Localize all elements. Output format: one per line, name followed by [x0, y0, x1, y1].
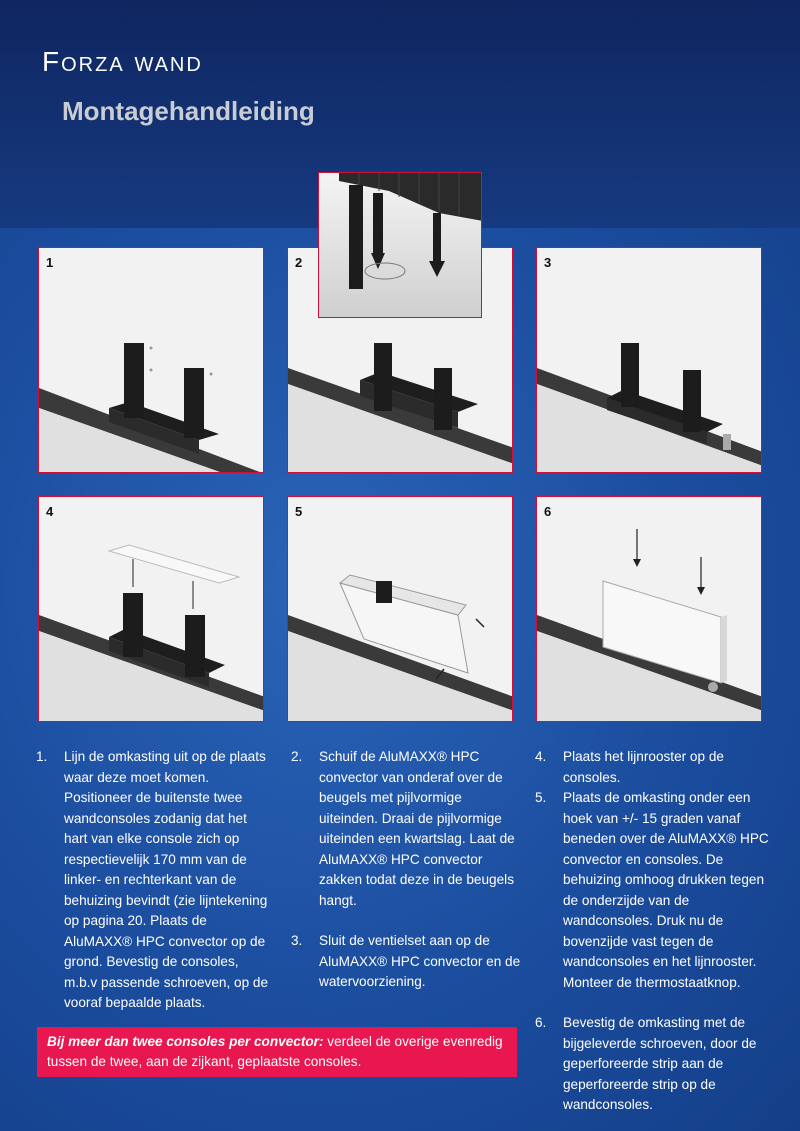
- instruction-item: 3. Sluit de ventielset aan op de AluMAXX® HPC convector en de watervoorziening.: [291, 933, 521, 989]
- page-subtitle: Montagehandleiding: [62, 96, 315, 126]
- instruction-item: 1. Lijn de omkasting uit op de plaats waar deze moet komen. Positioneer de buitenste twee wandconsoles zodanig dat het hart van elke console zich op respectievelijk 170 mm van de linker- en rechterkant van de behuizing bevindt (zie lijntekening op pagina 20. Plaats de AluMAXX® HPC convector op de grond. Bevestig de consoles, m.b.v passende schroeven, op de vooraf bepaalde plaats.: [36, 749, 269, 1010]
- instructions-column-1: [36, 747, 272, 1014]
- instruction-item: 5. Plaats de omkasting onder een hoek van +/- 15 graden vanaf beneden over de AluMAXX® HPC convector en consoles. De behuizing omhoog drukken tegen de onderzijde van de wandconsoles. Druk nu de bovenzijde vast tegen de wandconsoles en het lijnrooster. Monteer de thermostaatknop.: [535, 790, 769, 990]
- note-box: [37, 1027, 517, 1077]
- instructions-column-2: [291, 747, 521, 993]
- instruction-item: 4. Plaats het lijnrooster op de consoles.: [535, 749, 724, 785]
- detail-inset-image: [318, 172, 482, 318]
- step-panel-1: [38, 247, 264, 473]
- step-number: 5: [295, 504, 303, 519]
- step-number: 2: [295, 255, 303, 270]
- instruction-item: 2. Schuif de AluMAXX® HPC convector van onderaf over de beugels met pijlvormige uiteinden. Draai de pijlvormige uiteinden een kwartslag. Laat de AluMAXX® HPC convector zakken todat deze in de beugels hangt.: [291, 749, 515, 908]
- step-panel-6: [536, 496, 762, 722]
- step-panel-4: [38, 496, 264, 722]
- step-number: 3: [544, 255, 552, 270]
- instruction-item: 6. Bevestig de omkasting met de bijgeleverde schroeven, door de geperforeerde strip aan de geperforeerde strip op de wandconsoles.: [535, 1015, 757, 1112]
- step-panel-5: [287, 496, 513, 722]
- instructions-column-3: [535, 747, 775, 1116]
- step-number: 1: [46, 255, 54, 270]
- step-number: 4: [46, 504, 54, 519]
- brand-title: Forza wand: [42, 46, 203, 77]
- note-text: verdeel de overige evenredig tussen de twee, aan de zijkant, geplaatste consoles.: [47, 1034, 503, 1069]
- note-lead: Bij meer dan twee consoles per convector:: [47, 1034, 324, 1049]
- step-panel-3: [536, 247, 762, 473]
- step-number: 6: [544, 504, 552, 519]
